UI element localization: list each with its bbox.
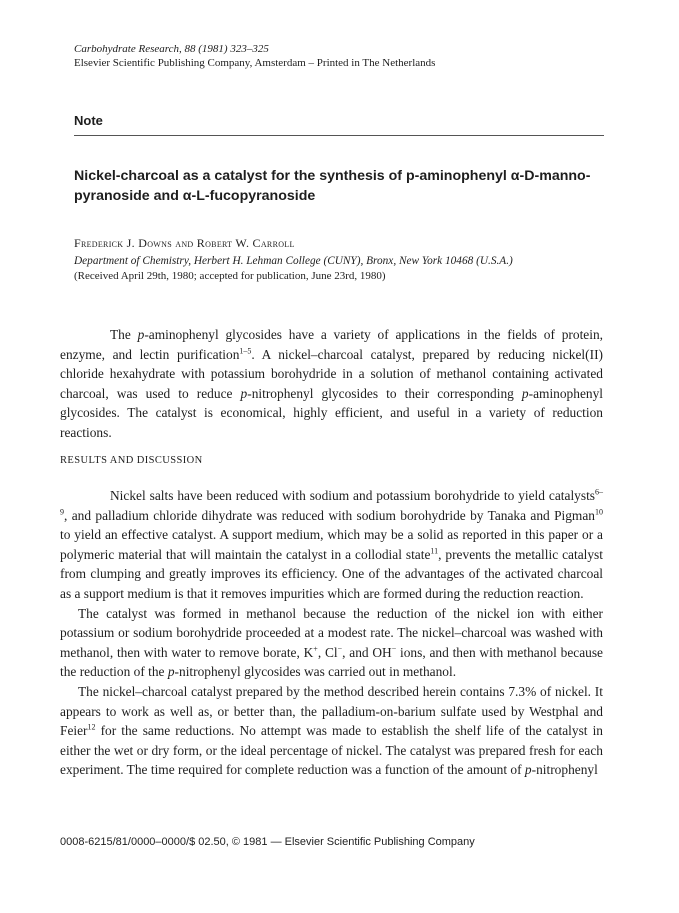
citation-ref: 12 — [87, 722, 96, 732]
title-line-2: pyranoside and α-L-fucopyranoside — [74, 188, 316, 204]
paragraph: Nickel salts have been reduced with sodium and potassium borohydride to yield catalysts$^{6-9}$, and palladium chloride dihydrate was reduced with sodium borohydride by Tanaka and Pigman$^{10}$ to yield an effective catalyst. A support medium, which may be a solid as reported in this paper or a polymeric material that will maintain the catalyst in a collodial state$^{11}$, prevents the metallic catalyst from clumping and greatly improves its efficiency. One of the advantages of the activated charcoal as a support medium is that it removes impurities which are formed during the reduction reaction. — [60, 487, 603, 601]
author-affiliation: Department of Chemistry, Herbert H. Lehman College (CUNY), Bronx, New York 10468 (U.S.A.) — [74, 255, 513, 267]
citation-ref: 11 — [430, 546, 439, 556]
paragraph: The p-aminophenyl glycosides have a variety of applications in the fields of protein, enzyme, and lectin purification$^{1-5}$. A nickel–charcoal catalyst, prepared by reducing nickel(II) chloride hexahydrate with potassium borohydride in a solution of methanol containing activated charcoal, was used to reduce p-nitrophenyl glycosides to their corresponding p-aminophenyl glycosides. The catalyst is economical, highly efficient, and useful in a variety of reduction reactions. — [60, 327, 603, 440]
section-heading: RESULTS AND DISCUSSION — [60, 455, 203, 466]
received-dates: (Received April 29th, 1980; accepted for publication, June 23rd, 1980) — [74, 270, 386, 282]
author-names: Frederick J. Downs and Robert W. Carroll — [74, 236, 295, 250]
discussion-text — [60, 486, 603, 780]
citation-ref: 6–9 — [60, 487, 603, 517]
citation-ref: 1–5 — [239, 346, 252, 356]
journal-header — [74, 42, 435, 70]
article-title — [74, 166, 614, 206]
note-label: Note — [74, 113, 103, 128]
intro-paragraph — [60, 325, 603, 443]
paragraph: The catalyst was formed in methanol because the reduction of the nickel ion with either potassium or sodium borohydride proceeded at a modest rate. The nickel–charcoal was washed with methanol, then with water to remove borate, K+, Cl−, and OH− ions, and then with methanol because the reduction of the p-nitrophenyl glycosides was carried out in methanol. — [60, 605, 603, 680]
header-divider — [74, 135, 604, 136]
paragraph: The nickel–charcoal catalyst prepared by the method described herein contains 7.3% of nickel. It appears to work as well as, or better than, the palladium-on-barium sulfate used by Westphal and Feier$^{12}$ for the same reductions. No attempt was made to establish the shelf life of the catalyst in either the wet or dry form, or the ideal percentage of nickel. The catalyst was prepared fresh for each experiment. The time required for complete reduction was a function of the amount of p-nitrophenyl — [60, 683, 603, 778]
copyright-footer: 0008-6215/81/0000–0000/$ 02.50, © 1981 — Elsevier Scientific Publishing Company — [60, 836, 475, 848]
citation-ref: 10 — [595, 507, 603, 517]
title-line-1: Nickel-charcoal as a catalyst for the synthesis of p-aminophenyl α-D-manno- — [74, 168, 591, 184]
journal-citation: Carbohydrate Research, 88 (1981) 323–325 — [74, 43, 269, 55]
publisher-line: Elsevier Scientific Publishing Company, Amsterdam – Printed in The Netherlands — [74, 57, 436, 69]
